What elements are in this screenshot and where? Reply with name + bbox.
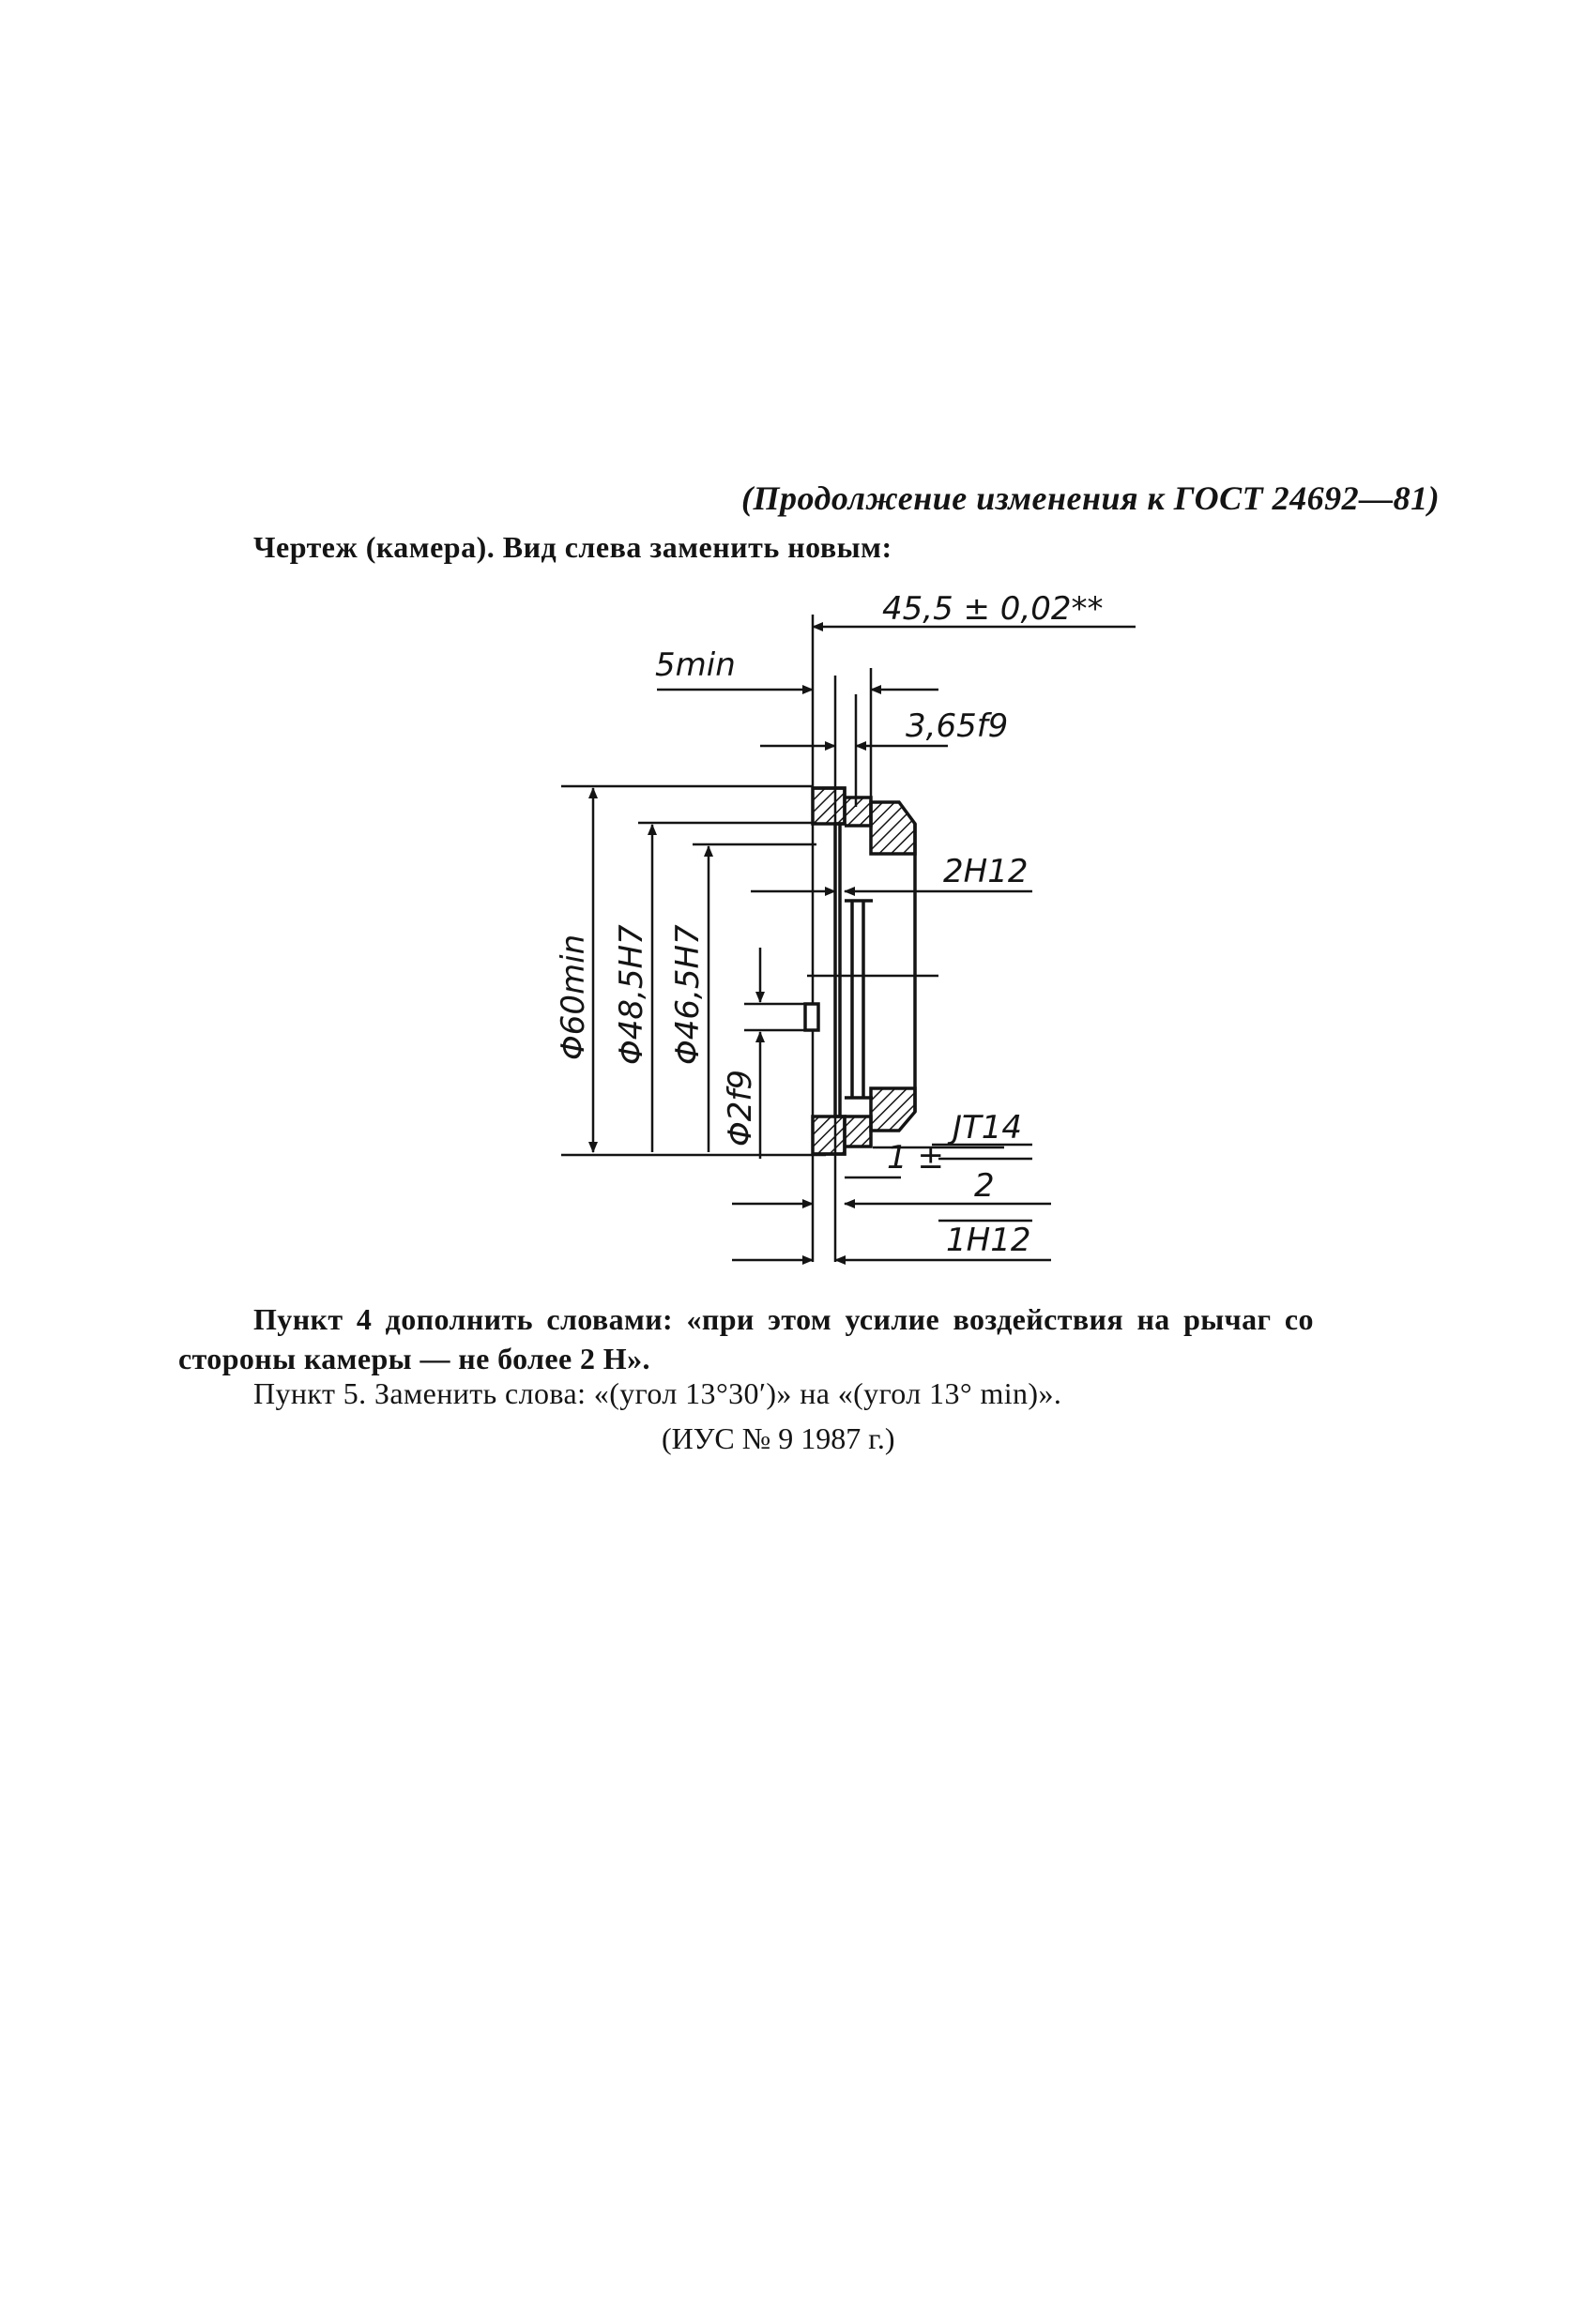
dim-phi2f9: Φ2f9 [722,1070,759,1147]
dim-45-5: 45,5 ± 0,02** [882,590,1104,628]
dim-phi60min: Φ60min [555,934,592,1060]
drawing-instruction: Чертеж (камера). Вид слева заменить новым: [253,530,892,564]
dim-1h12: 1H12 [946,1222,1031,1259]
dim-jt14: JT14 [953,1109,1023,1147]
source-reference: (ИУС № 9 1987 г.) [662,1421,895,1455]
part-outline [805,788,915,1154]
continuation-header: (Продолжение изменения к ГОСТ 24692—81) [741,479,1441,517]
dim-5min: 5min [655,646,736,684]
dim-phi46-5h7: Φ46,5H7 [669,924,707,1065]
dim-fraction-2: 2 [974,1167,995,1205]
extension-lines [561,615,871,1262]
dim-3-65f9: 3,65f9 [906,707,1009,745]
dim-2h12: 2H12 [943,853,1029,890]
dim-phi48-5h7: Φ48,5H7 [613,924,650,1065]
paragraph-punkt-4-line-1: Пункт 4 дополнить словами: «при этом усилие воздействия на рычаг со [253,1302,1314,1336]
paragraph-punkt-4-line-2: стороны камеры — не более 2 Н». [178,1342,650,1375]
dim-1-plus-minus: 1 ± [887,1139,944,1177]
paragraph-punkt-5: Пункт 5. Заменить слова: «(угол 13°30′)» на «(угол 13° min)». [253,1376,1062,1410]
